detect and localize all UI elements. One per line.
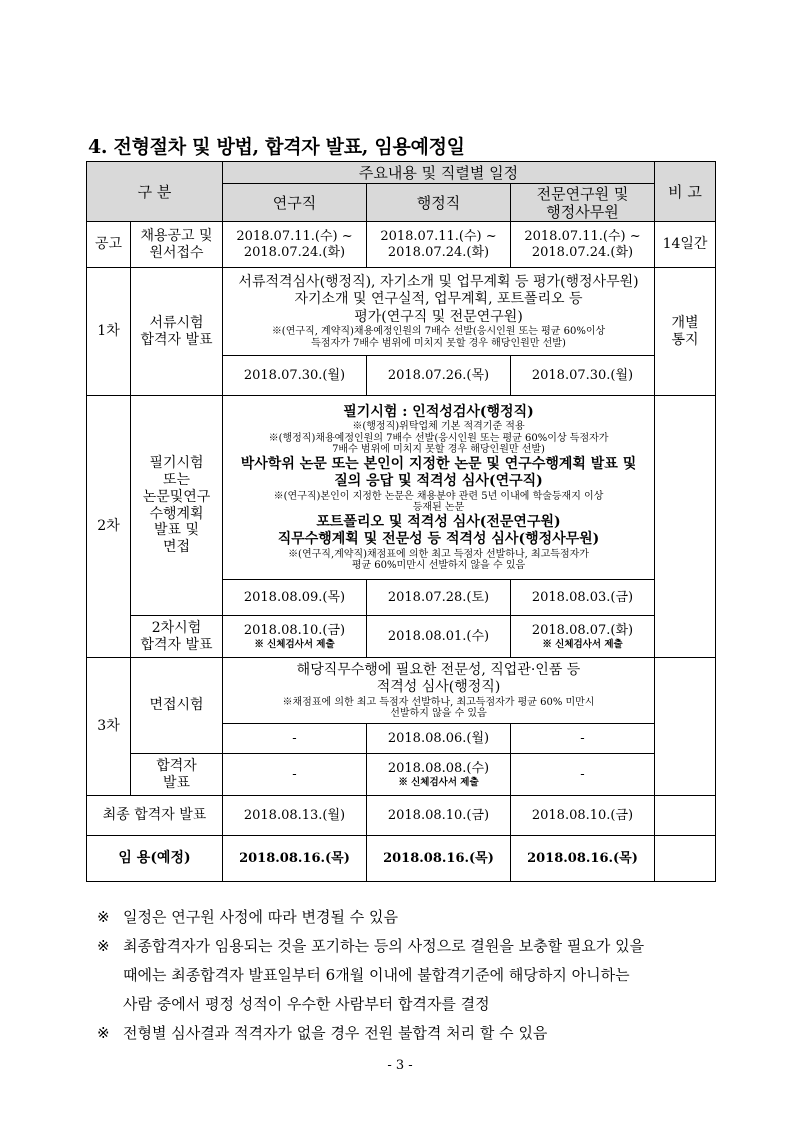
third-result-row [87,754,716,796]
first-admin-date: 2018.07.26.(목) [367,356,511,396]
announcement-admin-date: 2018.07.11.(수) ~ 2018.07.24.(화) [367,222,511,268]
header-row [87,162,716,184]
final-specialist-date: 2018.08.10.(금) [511,796,655,836]
schedule-table [86,161,716,882]
first-stage-row [87,268,716,356]
col-research-header: 연구직 [223,184,367,222]
announcement-research-date: 2018.07.11.(수) ~ 2018.07.24.(화) [223,222,367,268]
second-result-row [87,616,716,658]
note-continuation: 사람 중에서 평정 성적이 우수한 사람부터 합격자를 결정 [123,995,490,1013]
third-content: 해당직무수행에 필요한 전문성, 직업관·인품 등 적격성 심사(행정직) ※채점표에 의한 최고 득점자 선발하나, 최고득점자가 평균 60% 미만시 선발하지 않을 수 있음 [223,658,655,724]
appointment-remark [655,836,716,882]
appointment-research-date: 2018.08.16.(목) [223,836,367,882]
announcement-row [87,222,716,268]
third-specialist-date: - [511,724,655,754]
third-result-admin: 2018.08.08.(수) ※ 신체검사서 제출 [367,754,511,796]
appointment-label: 임 용(예정) [87,836,223,882]
stage-third: 3차 [87,658,131,796]
page-number: - 3 - [387,1058,413,1073]
stage-first: 1차 [87,268,131,396]
stage-second: 2차 [87,396,131,658]
final-admin-date: 2018.08.10.(금) [367,796,511,836]
first-specialist-date: 2018.07.30.(월) [511,356,655,396]
note-continuation: 때에는 최종합격자 발표일부터 6개월 이내에 불합격기준에 해당하지 아니하는 [123,966,630,984]
stage-announcement: 공고 [87,222,131,268]
third-admin-date: 2018.08.06.(월) [367,724,511,754]
category-header: 구 분 [87,162,223,222]
third-research-date: - [223,724,367,754]
second-remark [655,396,716,658]
first-remark: 개별 통지 [655,268,716,396]
second-specialist-date: 2018.08.03.(금) [511,580,655,616]
reference-mark: ※ [97,1024,110,1042]
note-item: ※ 최종합격자가 임용되는 것을 포기하는 등의 사정으로 결원을 보충할 필요가 있을 [97,932,722,961]
second-stage-row [87,396,716,580]
final-row [87,796,716,836]
announcement-specialist-date: 2018.07.11.(수) ~ 2018.07.24.(화) [511,222,655,268]
second-research-date: 2018.08.09.(목) [223,580,367,616]
second-result-specialist: 2018.08.07.(화) ※ 신체검사서 제출 [511,616,655,658]
final-research-date: 2018.08.13.(월) [223,796,367,836]
schedule-header: 주요내용 및 직렬별 일정 [223,162,655,184]
first-item: 서류시험 합격자 발표 [131,268,223,396]
remarks-header: 비 고 [655,162,716,222]
first-research-date: 2018.07.30.(월) [223,356,367,396]
second-result-item: 2차시험 합격자 발표 [131,616,223,658]
second-admin-date: 2018.07.28.(토) [367,580,511,616]
final-label: 최종 합격자 발표 [87,796,223,836]
announcement-item: 채용공고 및 원서접수 [131,222,223,268]
second-item: 필기시험 또는 논문및연구 수행계획 발표 및 면접 [131,396,223,616]
reference-mark: ※ [97,937,110,955]
reference-mark: ※ [97,908,110,926]
appointment-admin-date: 2018.08.16.(목) [367,836,511,882]
appointment-specialist-date: 2018.08.16.(목) [511,836,655,882]
note-item: ※ 일정은 연구원 사정에 따라 변경될 수 있음 [97,903,722,932]
announcement-remark: 14일간 [655,222,716,268]
col-admin-header: 행정직 [367,184,511,222]
second-result-research: 2018.08.10.(금) ※ 신체검사서 제출 [223,616,367,658]
final-remark [655,796,716,836]
appointment-row [87,836,716,882]
col-specialist-header: 전문연구원 및 행정사무원 [511,184,655,222]
third-item: 면접시험 [131,658,223,754]
third-result-research: - [223,754,367,796]
second-content: 필기시험 : 인적성검사(행정직) ※(행정직)위탁업체 기본 적격기준 적용 ※(행정직)채용예정인원의 7배수 선발(응시인원 또는 평균 60%이상 득점자가 7배수 범위에 미치지 못할 경우 해당인원만 선발) 박사학위 논문 또는 본인이 지정한 논문 및 연구수행계획 발표 및 질의 응답 및 적격성 심사(연구직) ※(연구직)본인이 지정한 논문은 채용분야 관련 5년 이내에 학술등재지 이상 등재된 논문 포트폴리오 및 적격성 심사(전문연구원) 직무수행계획 및 전문성 등 적격성 심사(행정사무원) ※(연구직,계약직)채점표에 의한 최고 득점자 선발하나, 최고득점자가 평균 60%미만시 선발하지 않을 수 있음 [223,396,655,580]
first-content: 서류적격심사(행정직), 자기소개 및 업무계획 등 평가(행정사무원) 자기소개 및 연구실적, 업무계획, 포트폴리오 등 평가(연구직 및 전문연구원) ※(연구직, 계약직)채용예정인원의 7배수 선발(응시인원 또는 평균 60%이상 득점자가 7배수 범위에 미치지 못할 경우 해당인원만 선발) [223,268,655,356]
section-title: 4. 전형절차 및 방법, 합격자 발표, 임용예정일 [88,136,465,158]
third-remark [655,658,716,796]
notes [97,903,722,1048]
third-result-item: 합격자 발표 [131,754,223,796]
third-stage-row [87,658,716,724]
third-result-specialist: - [511,754,655,796]
note-item: ※ 전형별 심사결과 적격자가 없을 경우 전원 불합격 처리 할 수 있음 [97,1019,722,1048]
second-result-admin: 2018.08.01.(수) [367,616,511,658]
